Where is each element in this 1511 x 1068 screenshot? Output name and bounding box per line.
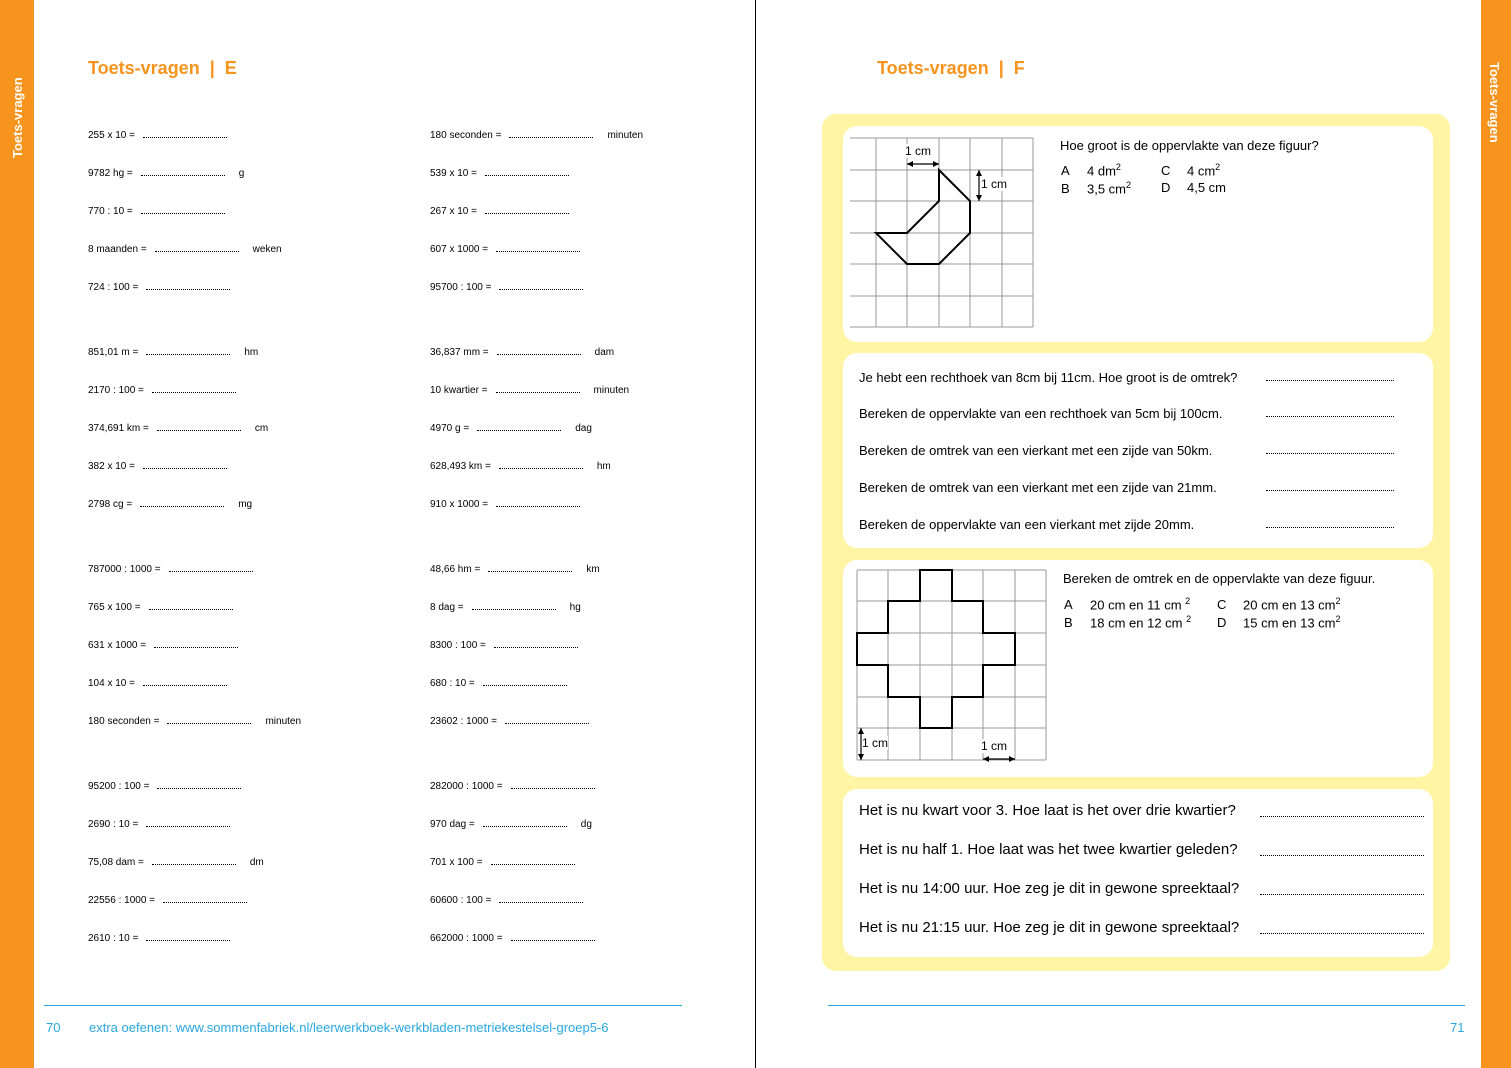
exercise-question: 180 seconden = xyxy=(430,130,502,141)
exercise-question: 662000 : 1000 = xyxy=(430,933,503,944)
answer-field[interactable] xyxy=(141,206,225,214)
exercise-question: 255 x 10 = xyxy=(88,130,135,141)
exercise-question: 2170 : 100 = xyxy=(88,385,144,396)
answer-field[interactable] xyxy=(152,857,236,865)
exercise-unit: hm xyxy=(596,461,611,472)
q2-question: Bereken de oppervlakte van een vierkant met zijde 20mm. xyxy=(859,517,1195,532)
exercise-question: 2798 cg = xyxy=(88,499,133,510)
exercise-question: 10 kwartier = xyxy=(430,385,488,396)
q4-question: Het is nu 14:00 uur. Hoe zeg je dit in gewone spreektaal? xyxy=(859,880,1240,897)
option-letter: C xyxy=(1217,597,1227,613)
option-letter: D xyxy=(1217,615,1227,631)
mc-option[interactable] xyxy=(1061,162,1121,178)
q1-label-v: 1 cm xyxy=(981,177,1008,191)
exercise-row xyxy=(430,385,629,396)
footer-link[interactable]: extra oefenen: www.sommenfabriek.nl/leerwerkboek-werkbladen-metriekestelsel-groep5-6 xyxy=(89,1020,609,1035)
exercise-row xyxy=(88,640,252,651)
exercise-row xyxy=(430,206,583,217)
mc-option[interactable] xyxy=(1161,162,1220,178)
q4-question: Het is nu half 1. Hoe laat was het twee kwartier geleden? xyxy=(859,841,1238,858)
figure-grid-1 xyxy=(843,126,1043,336)
q2-question: Bereken de omtrek van een vierkant met een zijde van 50km. xyxy=(859,443,1213,458)
q3-question: Bereken de omtrek en de oppervlakte van deze figuur. xyxy=(1063,571,1376,586)
answer-field[interactable] xyxy=(485,168,569,176)
exercise-question: 95700 : 100 = xyxy=(430,282,492,293)
exercise-question: 8300 : 100 = xyxy=(430,640,486,651)
exercise-question: 23602 : 1000 = xyxy=(430,716,498,727)
exercise-question: 765 x 100 = xyxy=(88,602,141,613)
exercise-question: 851,01 m = xyxy=(88,347,139,358)
option-letter: B xyxy=(1064,615,1073,631)
mc-option[interactable] xyxy=(1064,614,1191,630)
option-text: 4 dm xyxy=(1087,163,1116,179)
exercise-row xyxy=(88,781,255,792)
exercise-question: 787000 : 1000 = xyxy=(88,564,161,575)
exercise-unit: dm xyxy=(249,857,264,868)
answer-field[interactable] xyxy=(163,895,247,903)
answer-field[interactable] xyxy=(511,781,595,789)
option-letter: A xyxy=(1061,163,1070,179)
exercise-row xyxy=(430,640,592,651)
option-text: 20 cm en 13 cm xyxy=(1243,597,1336,613)
right-side-band xyxy=(1481,0,1511,1068)
q2-question: Bereken de omtrek van een vierkant met een zijde van 21mm. xyxy=(859,480,1217,495)
answer-field[interactable] xyxy=(140,499,224,507)
answer-field[interactable] xyxy=(169,564,253,572)
exercise-question: 628,493 km = xyxy=(430,461,491,472)
exercise-unit: km xyxy=(586,564,600,575)
answer-field[interactable] xyxy=(483,678,567,686)
option-text: 4 cm xyxy=(1187,163,1216,179)
exercise-unit: hm xyxy=(244,347,259,358)
answer-field[interactable] xyxy=(146,819,230,827)
q2-answer-field[interactable] xyxy=(1266,416,1394,417)
answer-field[interactable] xyxy=(491,857,575,865)
exercise-question: 539 x 10 = xyxy=(430,168,477,179)
exercise-row xyxy=(430,282,597,293)
exercise-unit: minuten xyxy=(265,716,302,727)
exercise-question: 104 x 10 = xyxy=(88,678,135,689)
option-sup: 2 xyxy=(1335,596,1341,606)
exercise-unit: weken xyxy=(252,244,282,255)
q2-question: Bereken de oppervlakte van een rechthoek van 5cm bij 100cm. xyxy=(859,406,1223,421)
page-title-left: Toets-vragen | E xyxy=(88,58,237,78)
exercise-row xyxy=(88,168,244,179)
q2-answer-field[interactable] xyxy=(1266,490,1394,491)
exercise-question: 8 dag = xyxy=(430,602,464,613)
q4-answer-field[interactable] xyxy=(1260,816,1424,817)
answer-field[interactable] xyxy=(152,385,236,393)
exercise-row xyxy=(88,857,264,868)
exercise-question: 9782 hg = xyxy=(88,168,133,179)
option-sup: 2 xyxy=(1185,596,1191,606)
exercise-question: 36,837 mm = xyxy=(430,347,489,358)
answer-field[interactable] xyxy=(499,282,583,290)
exercise-question: 60600 : 100 = xyxy=(430,895,492,906)
answer-field[interactable] xyxy=(494,640,578,648)
exercise-question: 75,08 dam = xyxy=(88,857,144,868)
option-sup: 2 xyxy=(1215,162,1221,172)
q4-answer-field[interactable] xyxy=(1260,855,1424,856)
option-letter: B xyxy=(1061,181,1070,197)
q4-question: Het is nu kwart voor 3. Hoe laat is het over drie kwartier? xyxy=(859,802,1236,819)
q2-answer-field[interactable] xyxy=(1266,527,1394,528)
option-sup: 2 xyxy=(1335,614,1341,624)
option-text: 20 cm en 11 cm xyxy=(1090,597,1186,613)
q4-answer-field[interactable] xyxy=(1260,894,1424,895)
figure-shape-1 xyxy=(876,170,970,264)
answer-field[interactable] xyxy=(496,499,580,507)
exercise-row xyxy=(430,347,614,358)
exercise-question: 970 dag = xyxy=(430,819,475,830)
exercise-row xyxy=(88,385,250,396)
answer-field[interactable] xyxy=(505,716,589,724)
exercise-row xyxy=(430,895,597,906)
exercise-row xyxy=(88,564,267,575)
exercise-row xyxy=(430,857,589,868)
page-title-right: Toets-vragen | F xyxy=(877,58,1025,78)
answer-field[interactable] xyxy=(488,564,572,572)
exercise-row xyxy=(430,933,609,944)
exercise-row xyxy=(88,282,244,293)
exercise-row xyxy=(430,781,609,792)
answer-field[interactable] xyxy=(154,640,238,648)
exercise-question: 701 x 100 = xyxy=(430,857,483,868)
mc-option[interactable] xyxy=(1064,596,1190,612)
answer-field[interactable] xyxy=(157,423,241,431)
exercise-question: 267 x 10 = xyxy=(430,206,477,217)
option-letter: C xyxy=(1161,163,1171,179)
exercise-question: 724 : 100 = xyxy=(88,282,139,293)
exercise-row xyxy=(88,678,241,689)
option-letter: D xyxy=(1161,180,1171,195)
exercise-row xyxy=(430,423,592,434)
side-label-right: Toets-vragen xyxy=(1487,62,1502,143)
exercise-row xyxy=(430,678,581,689)
exercise-row xyxy=(88,602,247,613)
exercise-question: 2610 : 10 = xyxy=(88,933,139,944)
exercise-question: 22556 : 1000 = xyxy=(88,895,156,906)
exercise-question: 770 : 10 = xyxy=(88,206,133,217)
q1-label-h: 1 cm xyxy=(905,144,932,158)
exercise-row xyxy=(88,206,239,217)
exercise-row xyxy=(430,499,594,510)
answer-field[interactable] xyxy=(483,819,567,827)
option-sup: 2 xyxy=(1186,614,1192,624)
answer-field[interactable] xyxy=(485,206,569,214)
exercise-row xyxy=(430,244,594,255)
exercise-unit: dam xyxy=(594,347,615,358)
mc-option[interactable] xyxy=(1161,180,1226,195)
exercise-question: 2690 : 10 = xyxy=(88,819,139,830)
answer-field[interactable] xyxy=(143,130,227,138)
answer-field[interactable] xyxy=(146,933,230,941)
mc-option[interactable] xyxy=(1061,180,1131,196)
exercise-row xyxy=(88,423,268,434)
exercise-row xyxy=(88,461,241,472)
answer-field[interactable] xyxy=(509,130,593,138)
answer-field[interactable] xyxy=(497,347,581,355)
q4-answer-field[interactable] xyxy=(1260,933,1424,934)
answer-field[interactable] xyxy=(141,168,225,176)
mc-option[interactable] xyxy=(1217,614,1341,630)
exercise-unit: hg xyxy=(569,602,581,613)
exercise-question: 374,691 km = xyxy=(88,423,149,434)
option-text: 3,5 cm xyxy=(1087,181,1127,197)
exercise-question: 95200 : 100 = xyxy=(88,781,150,792)
exercise-unit: dag xyxy=(575,423,592,434)
exercise-unit: minuten xyxy=(607,130,644,141)
exercise-row xyxy=(430,130,643,141)
q4-question: Het is nu 21:15 uur. Hoe zeg je dit in gewone spreektaal? xyxy=(859,919,1240,936)
q2-question: Je hebt een rechthoek van 8cm bij 11cm. Hoe groot is de omtrek? xyxy=(859,370,1238,385)
option-text: 4,5 cm xyxy=(1187,180,1227,195)
option-text: 15 cm en 13 cm xyxy=(1243,615,1336,631)
exercise-unit: g xyxy=(238,168,245,179)
exercise-row xyxy=(88,716,301,727)
exercise-question: 48,66 hm = xyxy=(430,564,481,575)
q3-label-h: 1 cm xyxy=(981,739,1008,753)
page-number-right: 71 xyxy=(1450,1020,1465,1035)
exercise-row xyxy=(88,347,258,358)
figure-shape-3 xyxy=(857,570,1015,728)
exercise-row xyxy=(430,602,581,613)
footer-line-left xyxy=(44,1005,682,1006)
exercise-row xyxy=(430,461,611,472)
answer-field[interactable] xyxy=(472,602,556,610)
option-sup: 2 xyxy=(1115,162,1121,172)
q3-label-v: 1 cm xyxy=(862,736,889,750)
exercise-row xyxy=(88,499,252,510)
q2-answer-field[interactable] xyxy=(1266,380,1394,381)
exercise-question: 382 x 10 = xyxy=(88,461,135,472)
page-number-left: 70 xyxy=(46,1020,61,1035)
answer-field[interactable] xyxy=(146,282,230,290)
answer-field[interactable] xyxy=(511,933,595,941)
exercise-unit: cm xyxy=(254,423,269,434)
exercise-question: 680 : 10 = xyxy=(430,678,475,689)
exercise-question: 282000 : 1000 = xyxy=(430,781,503,792)
exercise-row xyxy=(88,933,244,944)
exercise-row xyxy=(88,244,282,255)
exercise-question: 631 x 1000 = xyxy=(88,640,147,651)
left-side-band xyxy=(0,0,34,1068)
answer-field[interactable] xyxy=(167,716,251,724)
answer-field[interactable] xyxy=(146,347,230,355)
answer-field[interactable] xyxy=(477,423,561,431)
answer-field[interactable] xyxy=(157,781,241,789)
answer-field[interactable] xyxy=(155,244,239,252)
exercise-question: 910 x 1000 = xyxy=(430,499,489,510)
exercise-row xyxy=(430,716,603,727)
exercise-row xyxy=(88,130,241,141)
mc-option[interactable] xyxy=(1217,596,1341,612)
exercise-row xyxy=(88,819,244,830)
answer-field[interactable] xyxy=(499,461,583,469)
exercise-question: 8 maanden = xyxy=(88,244,147,255)
exercise-question: 607 x 1000 = xyxy=(430,244,489,255)
answer-field[interactable] xyxy=(496,385,580,393)
exercise-question: 180 seconden = xyxy=(88,716,160,727)
q1-question: Hoe groot is de oppervlakte van deze figuur? xyxy=(1060,138,1319,153)
answer-field[interactable] xyxy=(496,244,580,252)
answer-field[interactable] xyxy=(499,895,583,903)
page-divider xyxy=(755,0,756,1068)
exercise-unit: mg xyxy=(238,499,253,510)
answer-field[interactable] xyxy=(143,678,227,686)
option-sup: 2 xyxy=(1126,180,1132,190)
exercise-row xyxy=(88,895,261,906)
exercise-unit: dg xyxy=(580,819,592,830)
option-text: 18 cm en 12 cm xyxy=(1090,615,1187,631)
footer-line-right xyxy=(828,1005,1465,1006)
exercise-unit: minuten xyxy=(593,385,630,396)
exercise-row xyxy=(430,168,583,179)
side-label-left: Toets-vragen xyxy=(10,77,25,158)
answer-field[interactable] xyxy=(149,602,233,610)
exercise-row xyxy=(430,564,600,575)
exercise-row xyxy=(430,819,592,830)
q2-answer-field[interactable] xyxy=(1266,453,1394,454)
option-letter: A xyxy=(1064,597,1073,613)
answer-field[interactable] xyxy=(143,461,227,469)
exercise-question: 4970 g = xyxy=(430,423,470,434)
